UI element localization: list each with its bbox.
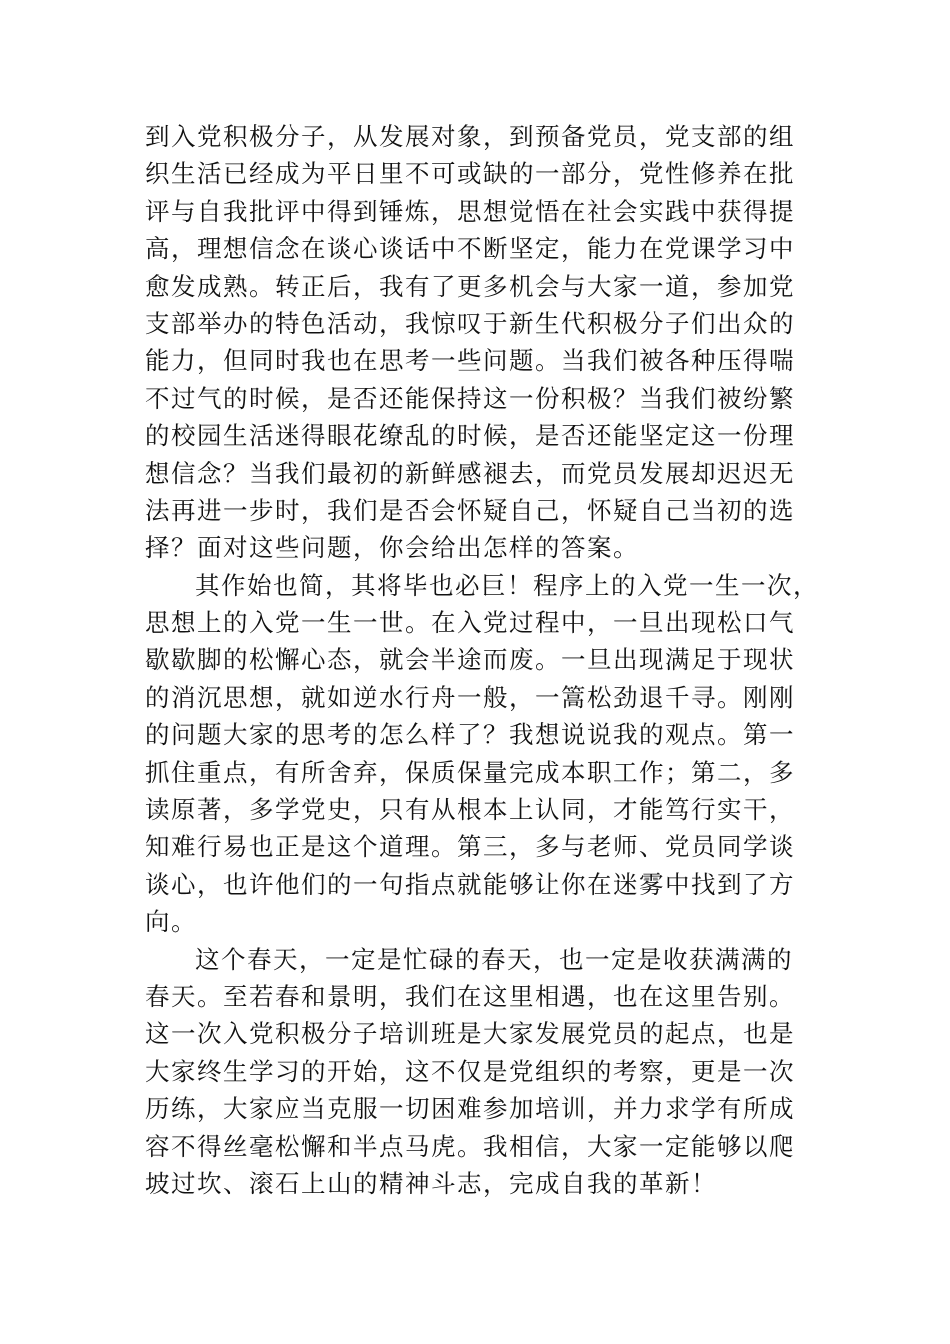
paragraph-3: [145, 941, 813, 1203]
text-line: 的消沉思想，就如逆水行舟一般，一篙松劲退千寻。刚刚: [145, 682, 795, 712]
text-line: 容不得丝毫松懈和半点马虎。我相信，大家一定能够以爬: [145, 1131, 795, 1161]
text-line: 织生活已经成为平日里不可或缺的一部分，党性修养在批: [145, 159, 795, 189]
text-line-indented: 这个春天，一定是忙碌的春天，也一定是收获满满的: [195, 944, 793, 974]
text-line: 知难行易也正是这个道理。第三，多与老师、党员同学谈: [145, 832, 795, 862]
text-line: 谈心，也许他们的一句指点就能够让你在迷雾中找到了方: [145, 869, 795, 899]
paragraph-2: [145, 567, 819, 941]
document-body: [145, 118, 819, 1202]
text-line: 思想上的入党一生一世。在入党过程中，一旦出现松口气: [145, 608, 795, 638]
text-line: 歇歇脚的松懈心态，就会半途而废。一旦出现满足于现状: [145, 645, 795, 675]
text-line: 这一次入党积极分子培训班是大家发展党员的起点，也是: [145, 1019, 795, 1049]
text-line: 高，理想信念在谈心谈话中不断坚定，能力在党课学习中: [145, 234, 795, 264]
text-line: 坡过坎、滚石上山的精神斗志，完成自我的革新！: [145, 1168, 717, 1198]
text-line: 评与自我批评中得到锤炼，思想觉悟在社会实践中获得提: [145, 196, 795, 226]
text-line: 历练，大家应当克服一切困难参加培训，并力求学有所成: [145, 1094, 795, 1124]
text-line: 愈发成熟。转正后，我有了更多机会与大家一道，参加党: [145, 271, 795, 301]
text-line: 择？面对这些问题，你会给出怎样的答案。: [145, 533, 639, 563]
text-line: 向。: [145, 907, 197, 937]
text-line: 春天。至若春和景明，我们在这里相遇，也在这里告别。: [145, 981, 795, 1011]
text-line: 大家终生学习的开始，这不仅是党组织的考察，更是一次: [145, 1056, 795, 1086]
text-line: 到入党积极分子，从发展对象，到预备党员，党支部的组: [145, 122, 795, 151]
text-line: 法再进一步时，我们是否会怀疑自己，怀疑自己当初的选: [145, 495, 795, 525]
text-line: 想信念？当我们最初的新鲜感褪去，而党员发展却迟迟无: [145, 458, 795, 488]
text-line: 不过气的时候，是否还能保持这一份积极？当我们被纷繁: [145, 383, 795, 413]
text-line-indented: 其作始也简，其将毕也必巨！程序上的入党一生一次，: [195, 570, 819, 600]
text-line: 抓住重点，有所舍弃，保质保量完成本职工作；第二，多: [145, 757, 795, 787]
text-line: 的问题大家的思考的怎么样了？我想说说我的观点。第一: [145, 720, 795, 750]
text-line: 支部举办的特色活动，我惊叹于新生代积极分子们出众的: [145, 308, 795, 338]
text-line: 能力，但同时我也在思考一些问题。当我们被各种压得喘: [145, 346, 795, 376]
text-line: 读原著，多学党史，只有从根本上认同，才能笃行实干，: [145, 795, 795, 825]
text-line: 的校园生活迷得眼花缭乱的时候，是否还能坚定这一份理: [145, 421, 795, 451]
paragraph-1: [145, 118, 813, 567]
